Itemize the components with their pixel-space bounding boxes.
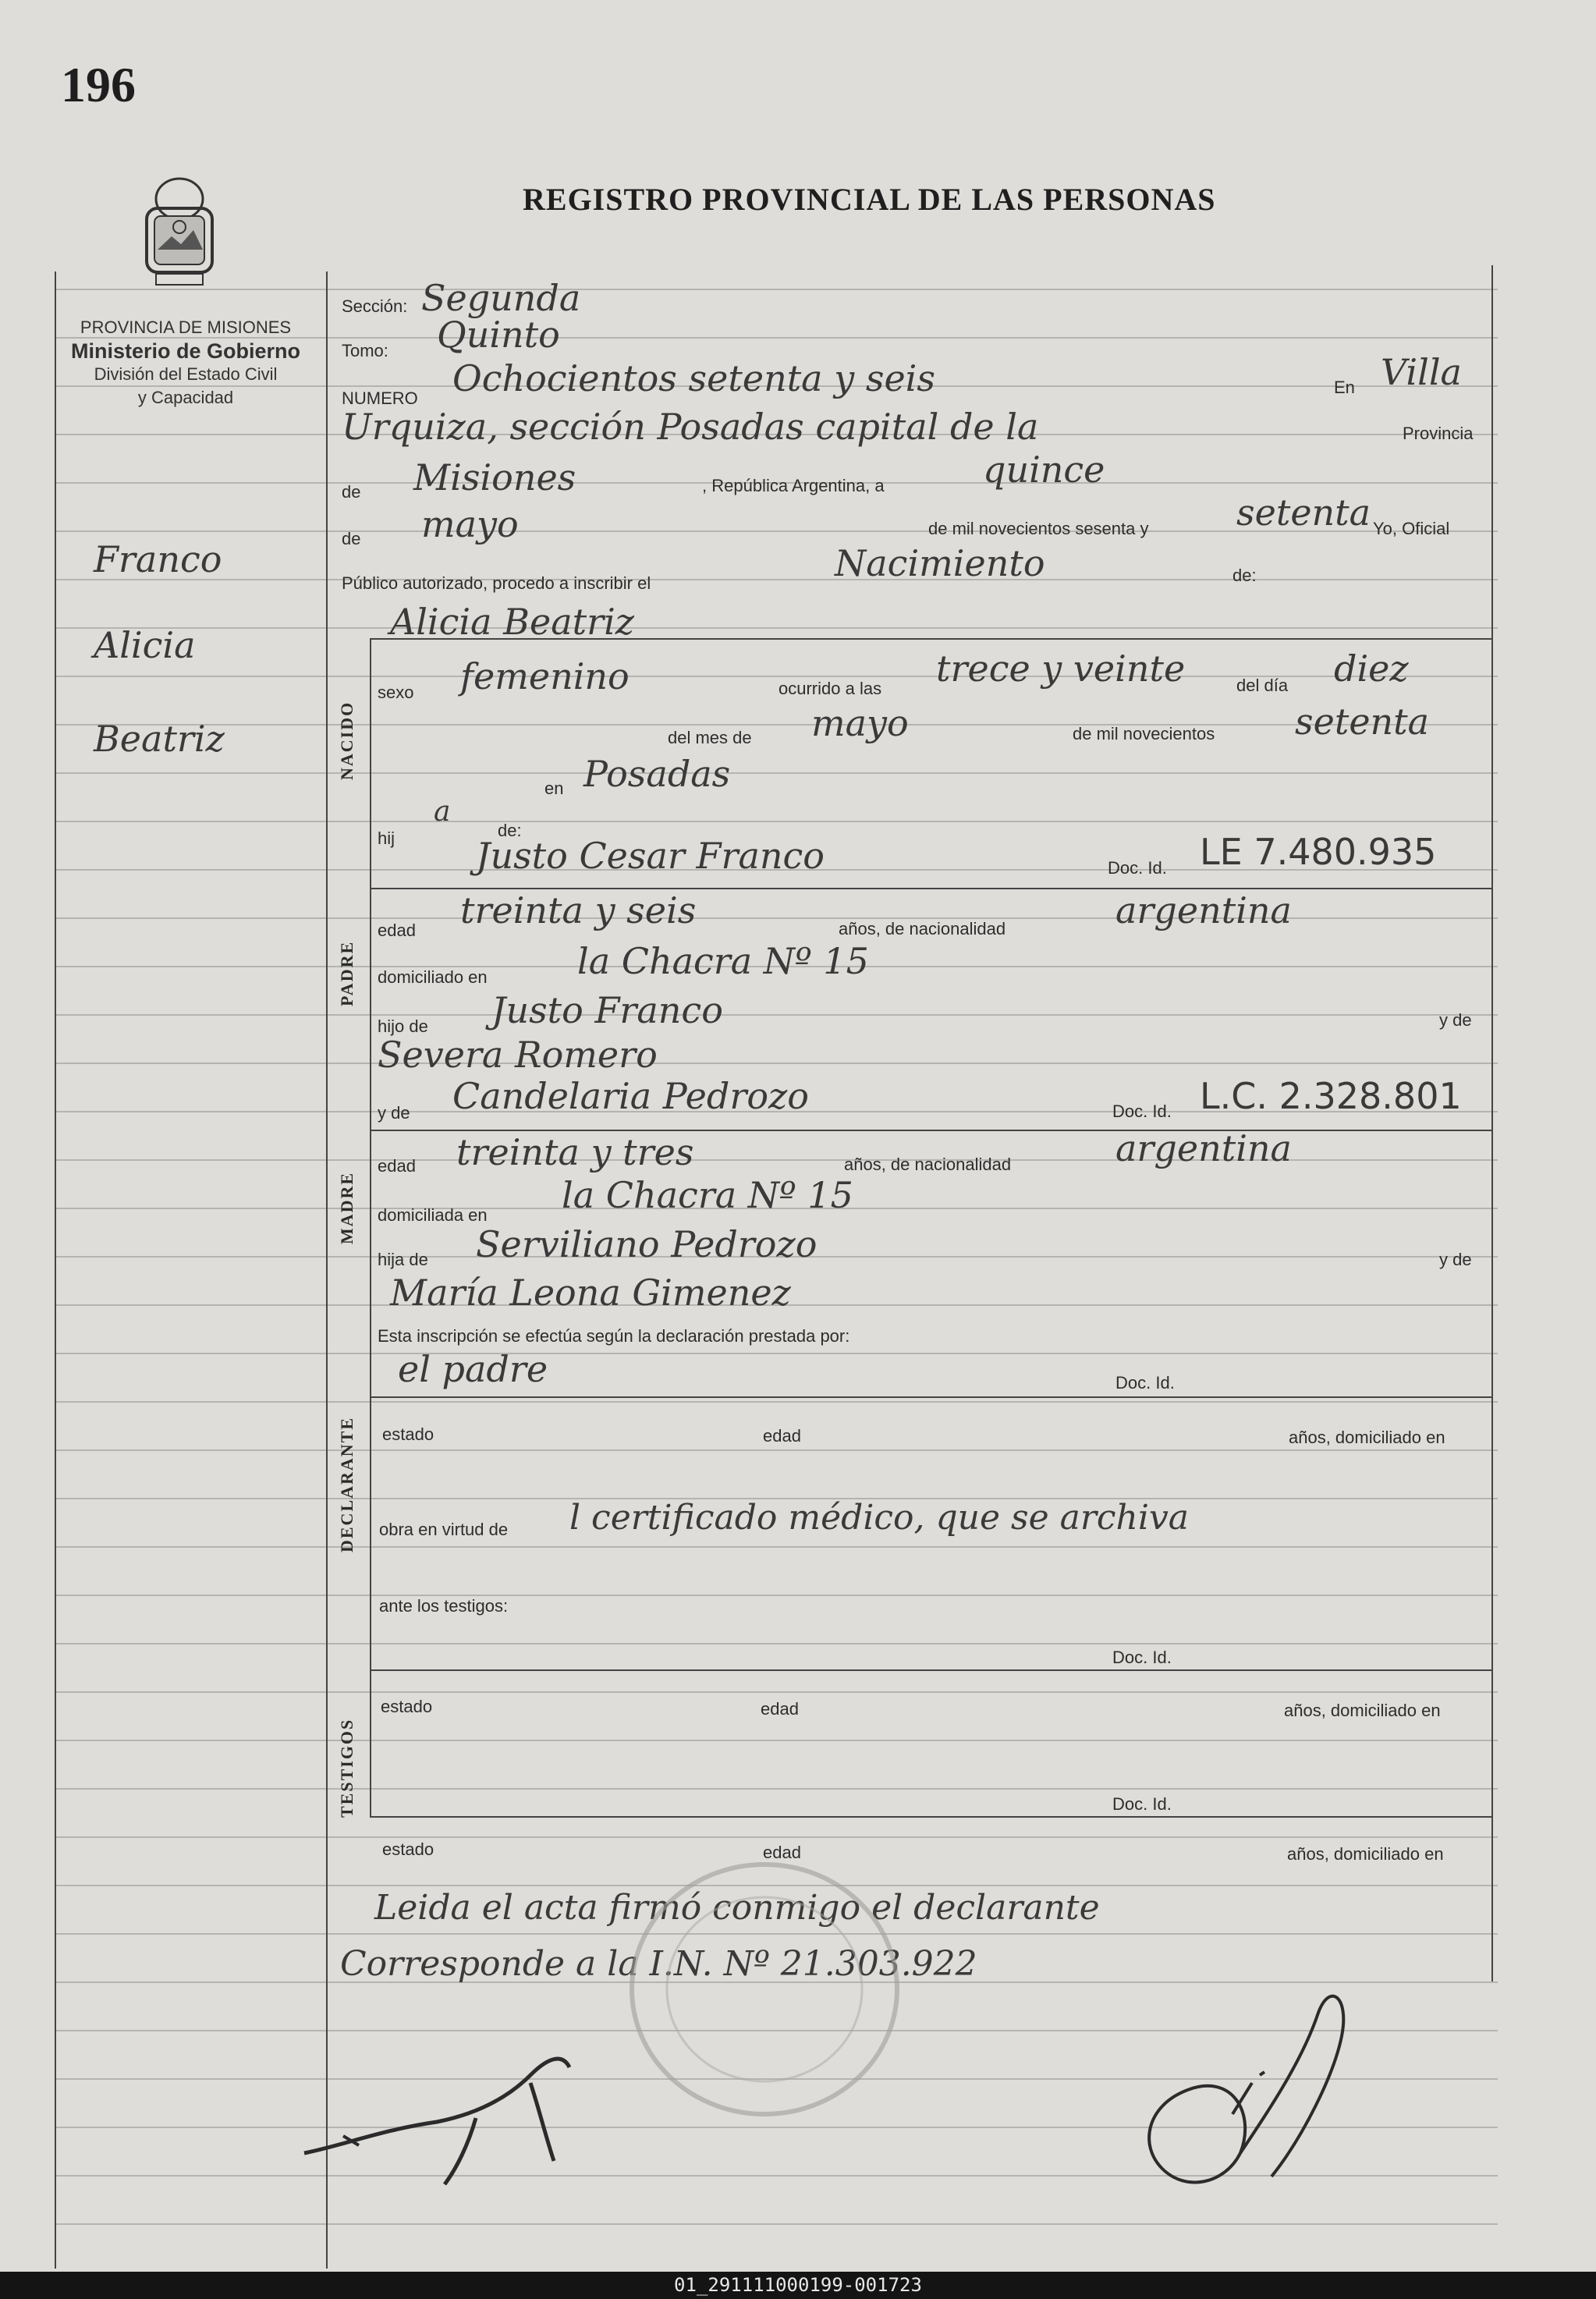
ruled-line bbox=[55, 1740, 1498, 1741]
authority-ministry: Ministerio de Gobierno bbox=[70, 339, 301, 363]
value-padre-dom: la Chacra Nº 15 bbox=[577, 940, 869, 982]
label-en: En bbox=[1334, 378, 1355, 397]
ruled-line bbox=[55, 1449, 1498, 1451]
label-republica: , República Argentina, a bbox=[702, 476, 885, 495]
closing-note-in-number: Corresponde a la I.N. Nº 21.303.922 bbox=[340, 1944, 977, 1984]
value-hora: trece y veinte bbox=[936, 647, 1186, 690]
ruled-line bbox=[55, 821, 1498, 822]
section-label-border bbox=[370, 638, 371, 1818]
label-y-de-madre: y de bbox=[378, 1103, 410, 1123]
label-edad-declarante: edad bbox=[763, 1426, 801, 1446]
label-hij: hij bbox=[378, 828, 395, 848]
label-estado-declarante: estado bbox=[382, 1424, 434, 1444]
label-edad-madre: edad bbox=[378, 1156, 416, 1176]
label-mil-novecientos-nac: de mil novecientos bbox=[1073, 724, 1215, 743]
value-madre: Candelaria Pedrozo bbox=[452, 1075, 809, 1117]
label-domiciliado-testigo1: años, domiciliado en bbox=[1284, 1701, 1441, 1720]
page-number: 196 bbox=[61, 57, 136, 112]
closing-note-signed: Leida el acta firmó conmigo el declarante bbox=[374, 1888, 1100, 1928]
value-anio: setenta bbox=[1236, 491, 1371, 534]
label-doc-testigo1: Doc. Id. bbox=[1112, 1648, 1172, 1667]
value-dia-nac: diez bbox=[1334, 647, 1409, 690]
margin-middle-name: Beatriz bbox=[94, 718, 225, 760]
value-padre: Justo Cesar Franco bbox=[476, 835, 825, 877]
value-madre-madre: María Leona Gimenez bbox=[390, 1272, 791, 1314]
ruled-line bbox=[55, 627, 1498, 629]
label-de-padre: de: bbox=[498, 821, 522, 840]
value-dia: quince bbox=[983, 449, 1105, 491]
label-y-de-padre: y de bbox=[1439, 1010, 1472, 1030]
form-right-border bbox=[1491, 265, 1493, 1981]
label-de: de bbox=[342, 482, 361, 502]
label-hijo-de: hijo de bbox=[378, 1016, 428, 1036]
value-padre-doc: LE 7.480.935 bbox=[1200, 831, 1437, 873]
label-nacionalidad-madre: años, de nacionalidad bbox=[844, 1155, 1012, 1174]
testigos-middle-line bbox=[370, 1816, 1491, 1818]
label-provincia: Provincia bbox=[1403, 424, 1474, 443]
nacido-top-line bbox=[370, 638, 1491, 640]
authority-capacity: y Capacidad bbox=[137, 388, 234, 407]
label-tomo: Tomo: bbox=[342, 341, 388, 360]
value-obra: l certificado médico, que se archiva bbox=[569, 1498, 1190, 1538]
label-domiciliado-padre: domiciliado en bbox=[378, 967, 488, 987]
value-padre-edad: treinta y seis bbox=[460, 889, 697, 931]
label-mil-novecientos: de mil novecientos sesenta y bbox=[928, 519, 1149, 538]
label-nacionalidad-padre: años, de nacionalidad bbox=[839, 919, 1006, 938]
side-label-testigos: TESTIGOS bbox=[337, 1718, 356, 1818]
ruled-line bbox=[55, 289, 1498, 290]
value-madre-nac: argentina bbox=[1115, 1127, 1292, 1169]
ruled-line bbox=[55, 1595, 1498, 1596]
label-publico: Público autorizado, procedo a inscribir el bbox=[342, 573, 651, 593]
side-label-declarante: DECLARANTE bbox=[337, 1416, 356, 1552]
label-sexo: sexo bbox=[378, 683, 414, 702]
label-esta-inscripcion: Esta inscripción se efectúa según la declaración prestada por: bbox=[378, 1326, 850, 1346]
value-en: Villa bbox=[1381, 351, 1462, 393]
margin-left-border bbox=[55, 271, 56, 2269]
issuing-authority bbox=[45, 316, 326, 410]
ruled-line bbox=[55, 1063, 1498, 1064]
ruled-line bbox=[55, 1353, 1498, 1354]
value-anio-nac: setenta bbox=[1295, 701, 1430, 743]
side-label-nacido: NACIDO bbox=[337, 701, 356, 780]
ruled-line bbox=[55, 1546, 1498, 1548]
label-seccion: Sección: bbox=[342, 296, 408, 316]
page-title: REGISTRO PROVINCIAL DE LAS PERSONAS bbox=[523, 182, 1216, 217]
label-ante-testigos: ante los testigos: bbox=[379, 1596, 509, 1616]
value-madre-edad: treinta y tres bbox=[456, 1131, 694, 1173]
label-y-de-madre2: y de bbox=[1439, 1250, 1472, 1269]
label-domiciliado-testigo2: años, domiciliado en bbox=[1287, 1844, 1444, 1864]
label-del-mes: del mes de bbox=[668, 728, 752, 747]
declarant-signature-icon bbox=[296, 2036, 686, 2192]
label-edad-padre: edad bbox=[378, 921, 416, 940]
value-numero: Ochocientos setenta y seis bbox=[452, 357, 935, 399]
ruled-line bbox=[55, 1836, 1498, 1838]
official-signature-icon bbox=[1115, 1981, 1373, 2216]
ruled-line bbox=[55, 724, 1498, 726]
label-obra: obra en virtud de bbox=[379, 1520, 509, 1539]
ruled-line bbox=[55, 772, 1498, 774]
label-del-dia: del día bbox=[1236, 676, 1289, 695]
image-identifier-footer: 01_291111000199-001723 bbox=[0, 2272, 1596, 2299]
value-mes: mayo bbox=[421, 503, 519, 545]
value-declarante: el padre bbox=[398, 1348, 548, 1390]
value-tomo: Quinto bbox=[437, 314, 560, 356]
ruled-line bbox=[55, 1691, 1498, 1693]
label-yo-oficial: Yo, Oficial bbox=[1373, 519, 1450, 538]
value-seccion: Segunda bbox=[421, 277, 581, 319]
side-label-padre: PADRE bbox=[337, 940, 356, 1006]
value-padre-padre: Justo Franco bbox=[491, 989, 723, 1031]
provincial-seal-icon bbox=[133, 176, 226, 293]
authority-division: División del Estado Civil bbox=[94, 364, 278, 384]
label-domiciliada-madre: domiciliada en bbox=[378, 1205, 488, 1225]
value-lugar-nac: Posadas bbox=[583, 753, 731, 795]
value-acto: Nacimiento bbox=[835, 542, 1045, 584]
label-estado-testigo1: estado bbox=[381, 1697, 433, 1716]
value-sexo: femenino bbox=[460, 655, 630, 697]
label-en-lugar: en bbox=[544, 779, 564, 798]
value-nombre: Alicia Beatriz bbox=[390, 601, 635, 643]
value-madre-dom: la Chacra Nº 15 bbox=[562, 1174, 853, 1216]
label-numero: NUMERO bbox=[342, 388, 418, 408]
declarante-top-line bbox=[370, 1396, 1491, 1398]
label-estado-testigo2: estado bbox=[382, 1840, 434, 1859]
label-doc-testigo2: Doc. Id. bbox=[1112, 1794, 1172, 1814]
margin-surname: Franco bbox=[94, 538, 222, 580]
label-de-inscribir: de: bbox=[1232, 566, 1257, 585]
value-padre-madre: Severa Romero bbox=[378, 1034, 658, 1076]
ruled-line bbox=[55, 1643, 1498, 1644]
label-edad-testigo1: edad bbox=[761, 1699, 799, 1719]
value-madre-doc: L.C. 2.328.801 bbox=[1200, 1075, 1462, 1117]
margin-first-name: Alicia bbox=[94, 624, 196, 666]
value-mes-nac: mayo bbox=[811, 702, 909, 744]
value-madre-padre: Serviliano Pedrozo bbox=[476, 1223, 818, 1265]
label-doc-padre: Doc. Id. bbox=[1108, 858, 1167, 878]
label-doc-madre: Doc. Id. bbox=[1112, 1102, 1172, 1121]
label-edad-testigo2: edad bbox=[763, 1843, 801, 1862]
value-padre-nac: argentina bbox=[1115, 889, 1292, 931]
label-de-mes: de bbox=[342, 529, 361, 548]
value-hij-suffix: a bbox=[434, 796, 451, 828]
ruled-line bbox=[55, 579, 1498, 580]
label-domiciliado-declarante: años, domiciliado en bbox=[1289, 1428, 1445, 1447]
label-hija-de: hija de bbox=[378, 1250, 428, 1269]
ruled-line bbox=[55, 1401, 1498, 1403]
ruled-line bbox=[55, 1014, 1498, 1016]
label-doc-declarante: Doc. Id. bbox=[1115, 1373, 1175, 1393]
value-lugar: Urquiza, sección Posadas capital de la bbox=[342, 406, 1039, 448]
testigos-top-line bbox=[370, 1669, 1491, 1671]
value-provincia: Misiones bbox=[413, 456, 576, 498]
ruled-line bbox=[55, 2223, 1498, 2225]
authority-province: PROVINCIA DE MISIONES bbox=[80, 318, 292, 337]
side-label-madre: MADRE bbox=[337, 1171, 356, 1244]
ruled-line bbox=[55, 1788, 1498, 1790]
label-ocurrido: ocurrido a las bbox=[778, 679, 882, 698]
form-left-border bbox=[326, 271, 328, 2269]
